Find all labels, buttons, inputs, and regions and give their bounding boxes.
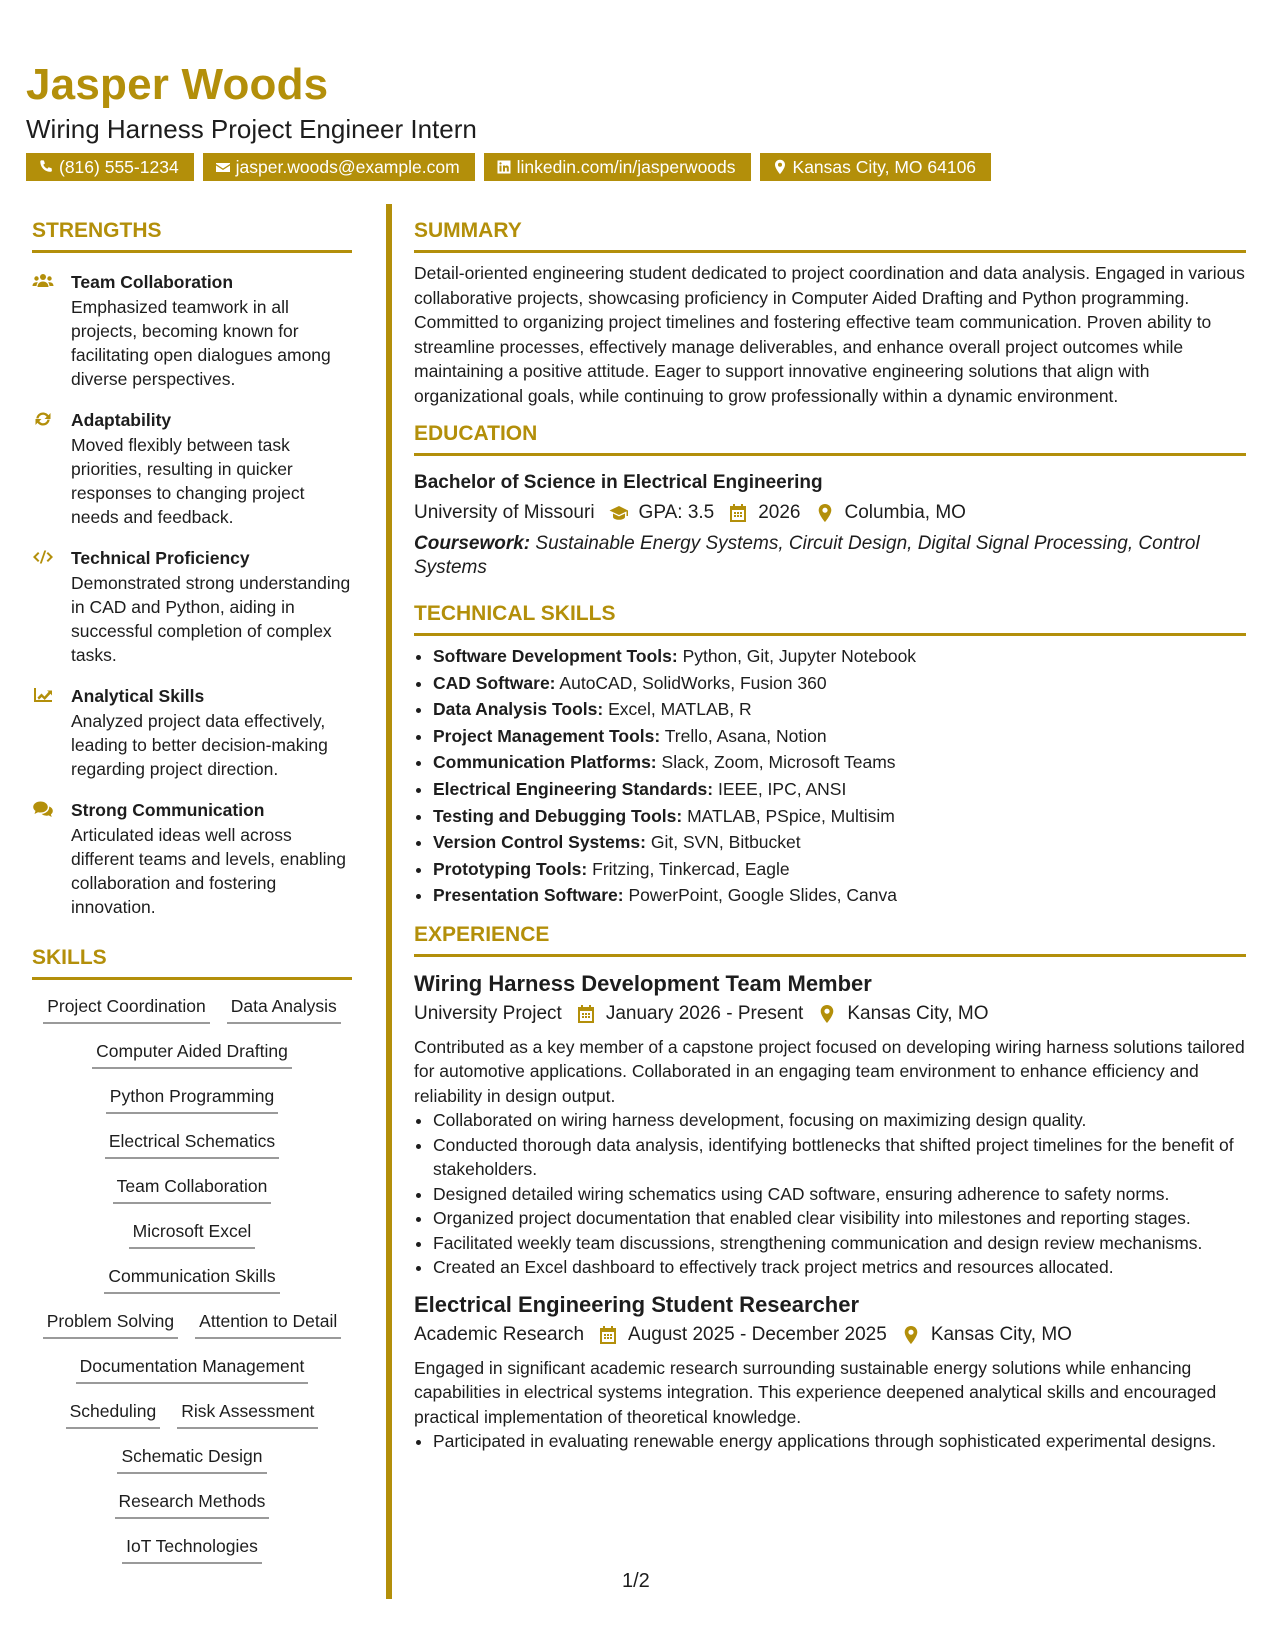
contact-bar [26, 153, 991, 181]
graduation-year: 2026 [758, 502, 801, 523]
tech-skill-value: Git, SVN, Bitbucket [650, 832, 801, 853]
list-item [433, 856, 1246, 883]
skill-row [32, 1354, 352, 1384]
list-item [433, 643, 1246, 670]
candidate-name: Jasper Woods [26, 60, 329, 109]
skill-row [32, 1174, 352, 1204]
graduation-cap-icon [609, 503, 629, 523]
job-dates: January 2026 - Present [605, 1002, 804, 1024]
tech-skill-label: Presentation Software: [433, 885, 624, 906]
skill-row [32, 1399, 352, 1429]
tech-skill-label: Testing and Debugging Tools: [433, 805, 683, 826]
strength-item [32, 798, 352, 919]
strength-title: Team Collaboration [71, 272, 234, 292]
right-column [414, 219, 1246, 1454]
tech-skill-label: Communication Platforms: [433, 752, 657, 773]
job-meta [414, 1001, 1246, 1027]
strength-title: Technical Proficiency [71, 548, 250, 568]
tech-skill-value: AutoCAD, SolidWorks, Fusion 360 [559, 672, 827, 693]
technical-skills-heading: TECHNICAL SKILLS [414, 602, 1246, 636]
job-location: Kansas City, MO [847, 1002, 989, 1024]
list-item [433, 723, 1246, 750]
job-organization: University Project [414, 1002, 562, 1024]
list-item [433, 829, 1246, 856]
skills-list [32, 994, 352, 1564]
tech-skill-label: Software Development Tools: [433, 646, 678, 666]
skill-row [32, 1444, 352, 1474]
skill-row [32, 994, 352, 1024]
contact-phone [26, 153, 194, 181]
list-item: • Organized project documentation that enabled clear visibility into milestones and reporting stages. [433, 1206, 1246, 1231]
gpa-value: GPA: 3.5 [638, 502, 715, 523]
strength-item [32, 546, 352, 667]
strength-description: Analyzed project data effectively, leading to better decision-making regarding project direction. [71, 711, 328, 779]
contact-phone-text: (816) 555-1234 [59, 157, 179, 177]
code-icon [32, 548, 54, 566]
list-item: • Collaborated on wiring harness development, focusing on maximizing design quality. [433, 1108, 1246, 1133]
education-meta [414, 500, 1246, 526]
calendar-icon [576, 1004, 596, 1024]
tech-skill-value: IEEE, IPC, ANSI [717, 778, 847, 799]
job-location: Kansas City, MO [930, 1323, 1072, 1345]
location-icon [772, 159, 788, 175]
page-number: 1/2 [622, 1570, 650, 1592]
job-role: Electrical Engineering Student Researcher [414, 1291, 860, 1317]
list-item: • Conducted thorough data analysis, identifying bottlenecks that shifted project timelines for the benefit of stakeholders. [433, 1133, 1246, 1182]
contact-linkedin-text: linkedin.com/in/jasperwoods [516, 157, 736, 177]
column-divider [386, 204, 392, 1599]
list-item: • Participated in evaluating renewable energy applications through sophisticated experimental designs. [433, 1429, 1246, 1454]
list-item: • Designed detailed wiring schematics using CAD software, ensuring adherence to safety norms. [433, 1182, 1246, 1207]
tech-skill-value: Slack, Zoom, Microsoft Teams [661, 752, 896, 773]
skill-tag: Python Programming [106, 1084, 278, 1114]
strength-item [32, 684, 352, 781]
job-bullets [414, 1108, 1246, 1280]
experience-heading: EXPERIENCE [414, 923, 1246, 957]
experience-entry [414, 971, 1246, 1280]
calendar-icon [598, 1325, 618, 1345]
tech-skill-value: Python, Git, Jupyter Notebook [682, 646, 917, 666]
degree-title: Bachelor of Science in Electrical Engineering [414, 472, 823, 493]
education-location: Columbia, MO [844, 502, 966, 523]
strength-description: Articulated ideas well across different teams and levels, enabling collaboration and fostering innovation. [71, 825, 346, 917]
comments-icon [32, 800, 54, 818]
contact-email-text: jasper.woods@example.com [235, 157, 460, 177]
skill-tag: Documentation Management [76, 1354, 309, 1384]
location-icon [817, 1004, 837, 1024]
skill-row [32, 1219, 352, 1249]
job-meta [414, 1322, 1246, 1348]
school-name: University of Missouri [414, 502, 595, 523]
skill-tag: Team Collaboration [113, 1174, 272, 1204]
education-heading: EDUCATION [414, 422, 1246, 456]
tech-skill-value: PowerPoint, Google Slides, Canva [628, 885, 897, 906]
location-icon [815, 503, 835, 523]
job-description: Engaged in significant academic research surrounding sustainable energy solutions while enhancing capabilities in electrical systems integration. This experience deepened analytical skills and encouraged practical implementation of theoretical knowledge. [414, 1357, 1217, 1427]
coursework [414, 532, 1246, 580]
skill-tag: Problem Solving [43, 1309, 178, 1339]
skill-tag: Risk Assessment [177, 1399, 318, 1429]
list-item [433, 803, 1246, 830]
tech-skill-value: Excel, MATLAB, R [608, 699, 752, 720]
strength-description: Emphasized teamwork in all projects, becoming known for facilitating open dialogues among diverse perspectives. [71, 297, 331, 389]
skill-tag: IoT Technologies [122, 1534, 262, 1564]
coursework-list: Sustainable Energy Systems, Circuit Design, Digital Signal Processing, Control Systems [414, 533, 1200, 578]
tech-skill-label: CAD Software: [433, 672, 556, 693]
calendar-icon [728, 503, 748, 523]
strength-title: Adaptability [71, 410, 172, 430]
coursework-label: Coursework: [414, 533, 531, 554]
job-dates: August 2025 - December 2025 [628, 1323, 887, 1345]
skills-heading: SKILLS [32, 946, 352, 980]
technical-skills-list [414, 643, 1246, 909]
list-item: • Created an Excel dashboard to effectively track project metrics and resources allocated. [433, 1255, 1246, 1280]
skill-tag: Microsoft Excel [129, 1219, 256, 1249]
list-item [433, 670, 1246, 697]
refresh-icon [32, 410, 54, 428]
skill-row [32, 1129, 352, 1159]
left-column [32, 219, 352, 1564]
skill-tag: Data Analysis [227, 994, 341, 1024]
strength-description: Demonstrated strong understanding in CAD and Python, aiding in successful completion of complex tasks. [71, 573, 351, 665]
skill-row [32, 1084, 352, 1114]
email-icon [215, 159, 231, 175]
summary-text: Detail-oriented engineering student dedicated to project coordination and data analysis. Engaged in various collaborative projects, showcasing proficiency in Computer Aided Drafting and Python programming. Committed to organizing project timelines and fostering effective team communication. Proven ability to streamline processes, effectively manage deliverables, and enhance overall project outcomes while maintaining a positive attitude. Eager to support innovative engineering solutions that align with organizational goals, while continuing to grow professionally within a dynamic environment. [414, 263, 1245, 406]
strength-description: Moved flexibly between task priorities, resulting in quicker responses to changing project needs and feedback. [71, 435, 305, 527]
job-organization: Academic Research [414, 1323, 585, 1345]
job-description: Contributed as a key member of a capstone project focused on developing wiring harness solutions tailored for automotive applications. Collaborated in an engaging team environment to enhance efficiency and reliability in design output. [414, 1036, 1245, 1106]
skill-tag: Research Methods [115, 1489, 270, 1519]
skill-tag: Project Coordination [43, 994, 210, 1024]
summary-heading: SUMMARY [414, 219, 1246, 253]
chart-line-icon [32, 686, 54, 704]
experience-entry [414, 1292, 1246, 1454]
strengths-heading: STRENGTHS [32, 219, 352, 253]
skill-tag: Attention to Detail [195, 1309, 341, 1339]
tech-skill-value: Trello, Asana, Notion [664, 725, 827, 746]
strength-title: Analytical Skills [71, 686, 205, 706]
list-item [433, 882, 1246, 909]
skill-row [32, 1309, 352, 1339]
contact-linkedin[interactable] [484, 153, 751, 181]
strength-item [32, 270, 352, 391]
skill-row [32, 1264, 352, 1294]
skill-row [32, 1039, 352, 1069]
tech-skill-label: Electrical Engineering Standards: [433, 778, 714, 799]
skill-tag: Scheduling [66, 1399, 161, 1429]
job-title: Wiring Harness Project Engineer Intern [26, 114, 477, 144]
tech-skill-label: Project Management Tools: [433, 725, 661, 746]
skill-row [32, 1489, 352, 1519]
job-role: Wiring Harness Development Team Member [414, 970, 872, 996]
tech-skill-label: Prototyping Tools: [433, 858, 588, 879]
location-icon [901, 1325, 921, 1345]
skill-tag: Computer Aided Drafting [92, 1039, 292, 1069]
skill-tag: Schematic Design [117, 1444, 266, 1474]
skill-tag: Electrical Schematics [105, 1129, 279, 1159]
skill-tag: Communication Skills [104, 1264, 279, 1294]
tech-skill-label: Data Analysis Tools: [433, 699, 604, 720]
list-item: • Facilitated weekly team discussions, strengthening communication and design review mechanisms. [433, 1231, 1246, 1256]
phone-icon [38, 159, 54, 175]
tech-skill-value: Fritzing, Tinkercad, Eagle [592, 858, 790, 879]
job-bullets [414, 1429, 1246, 1454]
strength-title: Strong Communication [71, 800, 265, 820]
linkedin-icon [496, 159, 512, 175]
contact-location [760, 153, 992, 181]
list-item [433, 749, 1246, 776]
users-icon [32, 272, 54, 290]
tech-skill-label: Version Control Systems: [433, 832, 646, 853]
contact-location-text: Kansas City, MO 64106 [792, 157, 977, 177]
tech-skill-value: MATLAB, PSpice, Multisim [687, 805, 895, 826]
list-item [433, 696, 1246, 723]
skill-row [32, 1534, 352, 1564]
list-item [433, 776, 1246, 803]
strength-item [32, 408, 352, 529]
contact-email[interactable] [203, 153, 475, 181]
